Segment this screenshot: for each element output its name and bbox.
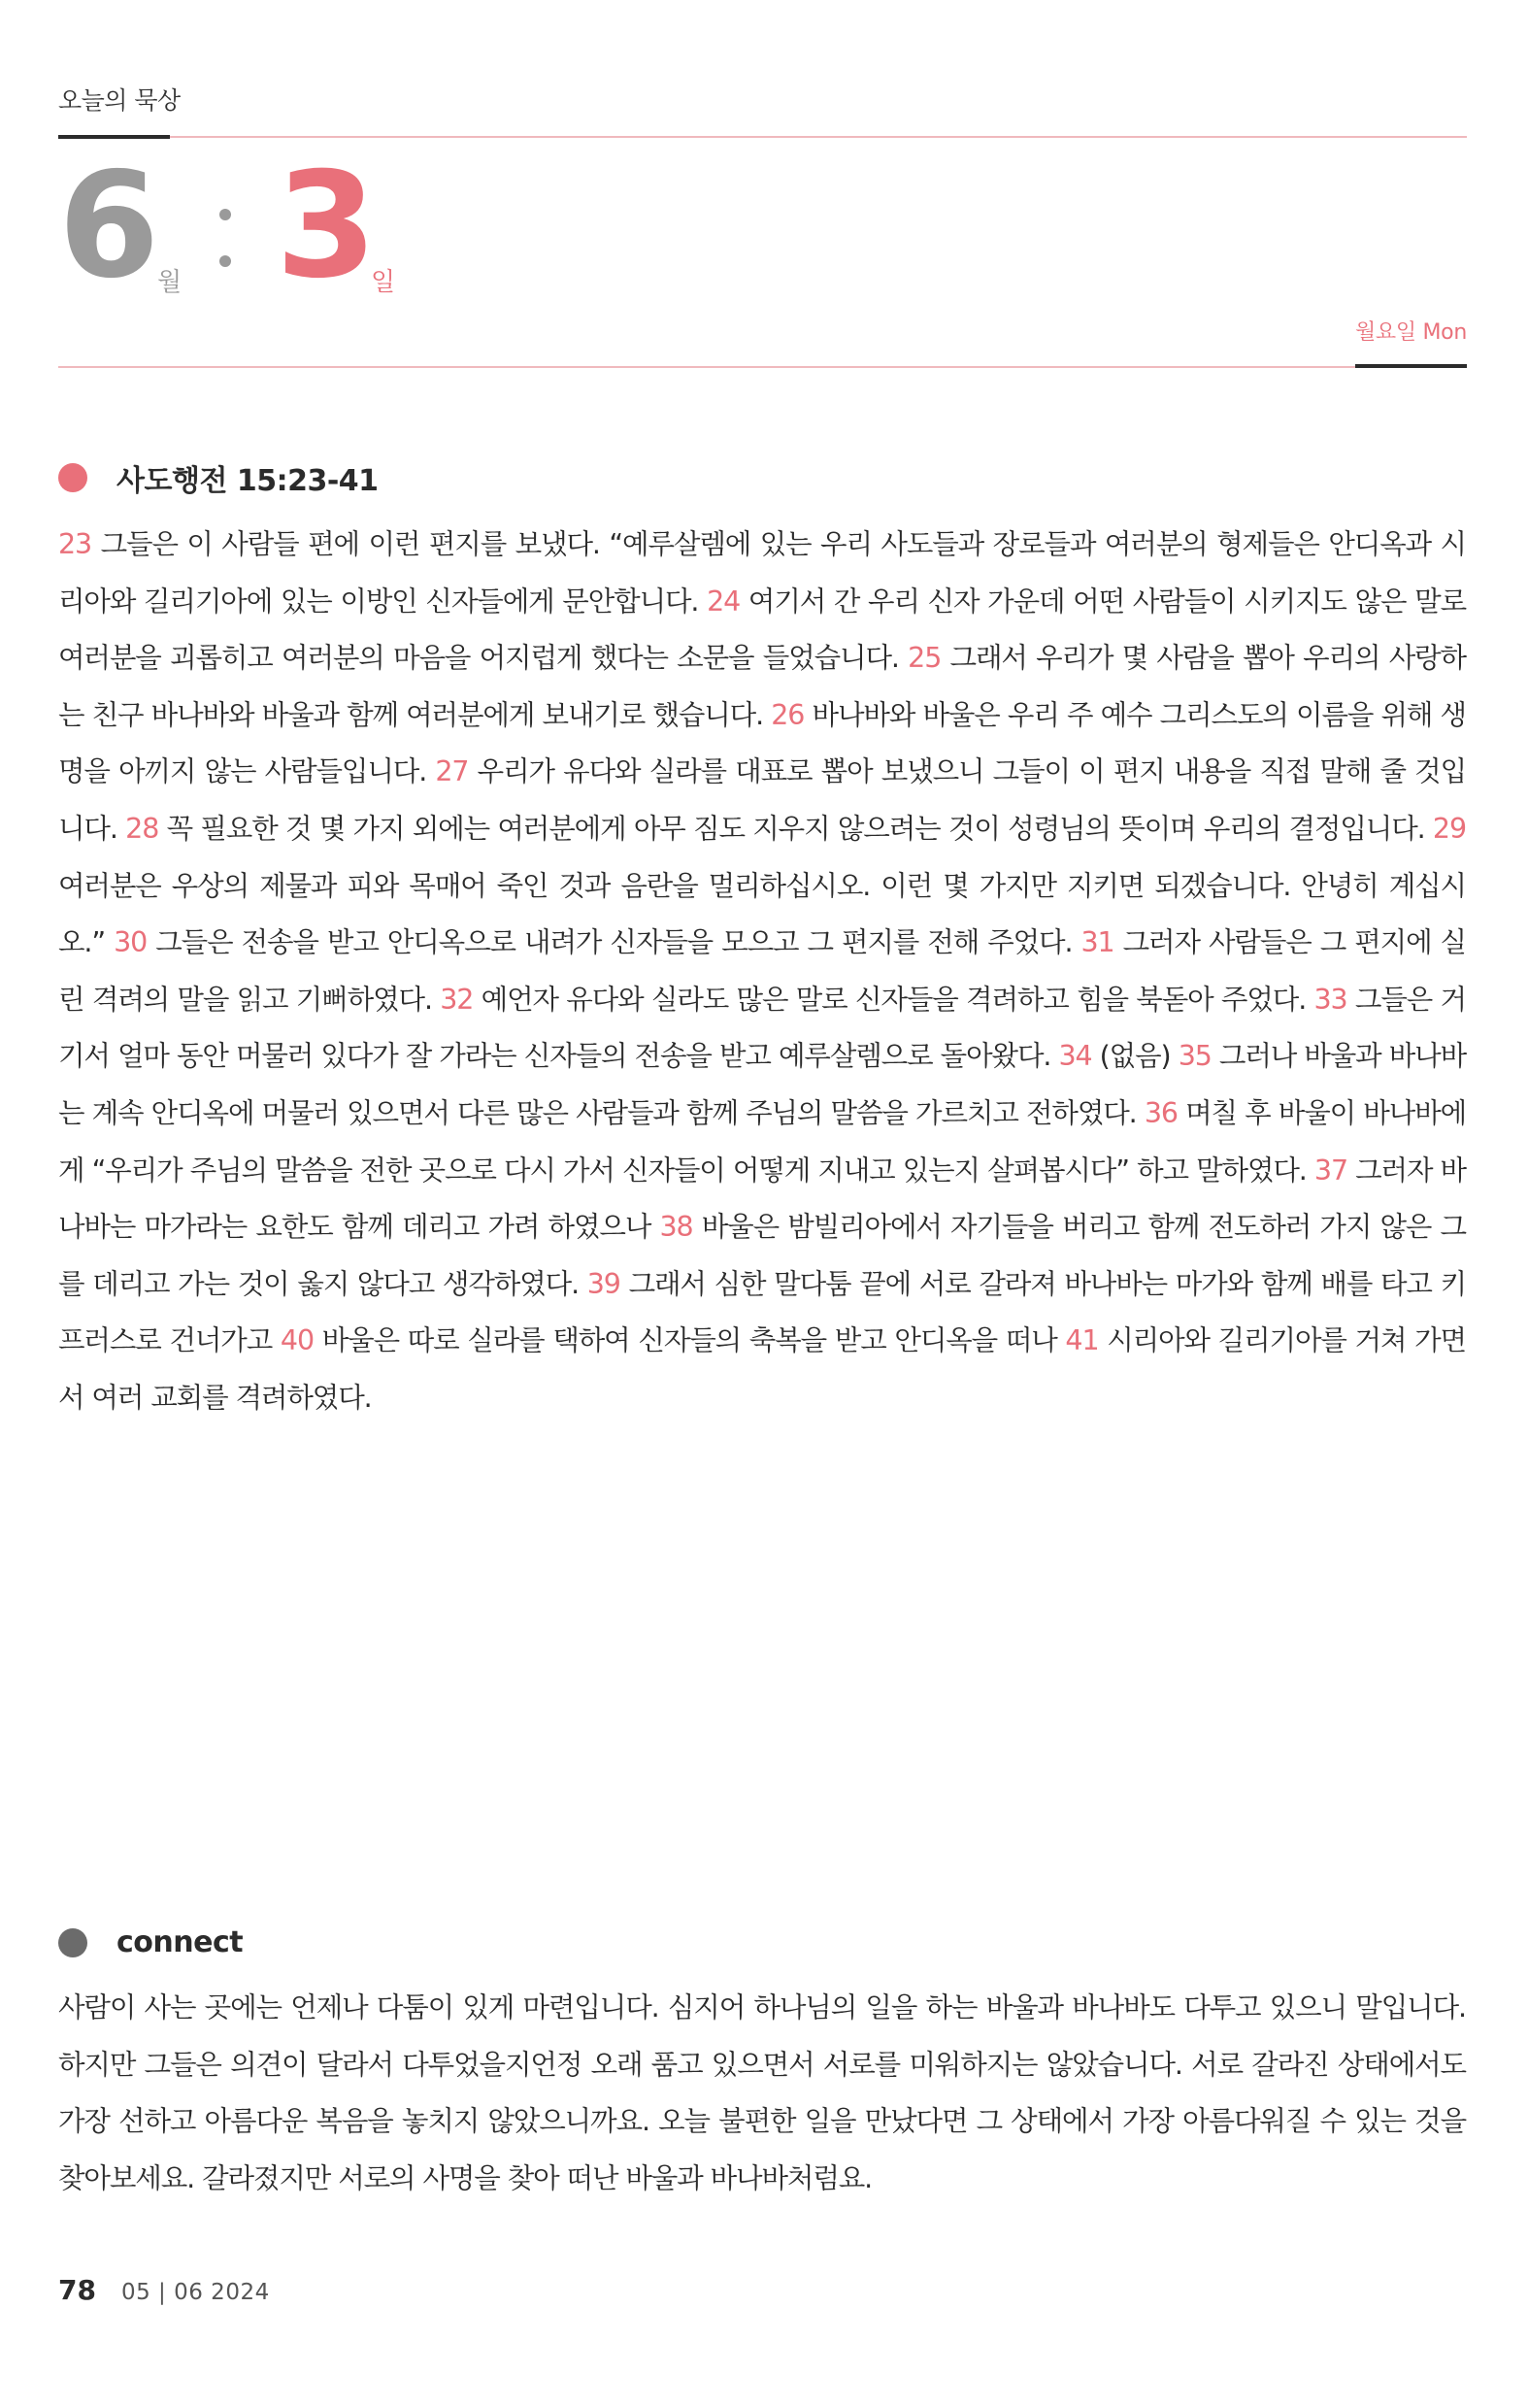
verse-number: 33 (1313, 983, 1347, 1016)
verse-text: 그러자 바나바는 마가라는 요한도 함께 데리고 가려 하였으나 (58, 1154, 1466, 1244)
verse-text: 그래서 우리가 몇 사람을 뽑아 우리의 사랑하는 친구 바나바와 바울과 함께 여러분에게 보내기로 했습니다. (58, 642, 1466, 731)
page-footer (58, 2274, 270, 2306)
verse-number: 40 (280, 1324, 314, 1357)
verse-number: 39 (586, 1267, 620, 1300)
verse-number: 29 (1432, 812, 1466, 845)
verse-text: 그래서 심한 말다툼 끝에 서로 갈라져 바나바는 마가와 함께 배를 타고 키프러스로 건너가고 (58, 1267, 1466, 1357)
verse-number: 28 (125, 812, 159, 845)
verse-number: 34 (1058, 1040, 1092, 1073)
header-dark-rule (58, 135, 170, 139)
verse-number: 30 (114, 926, 148, 959)
connect-text: 사람이 사는 곳에는 언제나 다툼이 있게 마련입니다. 심지어 하나님의 일을 하는 바울과 바나바도 다투고 있으니 말입니다. 하지만 그들은 의견이 달라서 다투었을지언정 오래 품고 있으면서 서로를 미워하지는 않았습니다. 서로 갈라진 상태에서도 가장 선하고 아름다운 복음을 놓치지 않았으니까요. 오늘 불편한 일을 만났다면 그 상태에서 가장 아름다워질 수 있는 것을 찾아보세요. 갈라졌지만 서로의 사명을 찾아 떠난 바울과 바나바처럼요. (58, 1991, 1466, 2194)
date-month: 6 (58, 142, 160, 311)
verse-text: 바나바와 바울은 우리 주 예수 그리스도의 이름을 위해 생명을 아끼지 않는 사람들입니다. (58, 698, 1466, 788)
date-day-unit: 일 (371, 268, 396, 297)
verse-text: 꼭 필요한 것 몇 가지 외에는 여러분에게 아무 짐도 지우지 않으려는 것이 성령님의 뜻이며 우리의 결정입니다. (158, 812, 1433, 845)
verse-number: 24 (707, 585, 741, 618)
scripture-text (58, 517, 1466, 1427)
verse-number: 31 (1080, 926, 1114, 959)
weekday-label: 월요일 Mon (1354, 320, 1467, 345)
verse-text: 예언자 유다와 실라도 많은 말로 신자들을 격려하고 힘을 북돋아 주었다. (473, 983, 1314, 1016)
verse-text: 그들은 거기서 얼마 동안 머물러 있다가 잘 가라는 신자들의 전송을 받고 예루살렘으로 돌아왔다. (58, 983, 1466, 1073)
verse-text: 바울은 밤빌리아에서 자기들을 버리고 함께 전도하러 가지 않은 그를 데리고 가는 것이 옳지 않다고 생각하였다. (58, 1211, 1466, 1300)
verse-text: 그들은 이 사람들 편에 이런 편지를 보냈다. “예루살렘에 있는 우리 사도들과 장로들과 여러분의 형제들은 안디옥과 시리아와 길리기아에 있는 이방인 신자들에게 문안합니다. (58, 528, 1466, 618)
verse-number: 38 (659, 1211, 693, 1244)
bullet-dot-icon (58, 1928, 87, 1957)
date-day: 3 (276, 142, 378, 311)
header-pink-rule (170, 136, 1467, 138)
verse-text: 며칠 후 바울이 바나바에게 “우리가 주님의 말씀을 전한 곳으로 다시 가서 신자들이 어떻게 지내고 있는지 살펴봅시다” 하고 말하였다. (58, 1096, 1467, 1187)
verse-number: 23 (58, 528, 92, 560)
page-number: 78 (58, 2274, 96, 2306)
verse-text: 그들은 전송을 받고 안디옥으로 내려가 신자들을 모으고 그 편지를 전해 주었다. (147, 926, 1081, 959)
verse-number: 41 (1065, 1324, 1099, 1357)
date-colon (219, 199, 233, 277)
verse-number: 36 (1144, 1096, 1178, 1129)
verse-text: 바울은 따로 실라를 택하여 신자들의 축복을 받고 안디옥을 떠나 (313, 1324, 1066, 1357)
verse-text: 그러자 사람들은 그 편지에 실린 격려의 말을 읽고 기뻐하였다. (58, 926, 1466, 1016)
connect-heading (58, 1925, 243, 1959)
verse-number: 25 (908, 642, 942, 675)
date-dark-rule (1355, 364, 1467, 368)
section-label: 오늘의 묵상 (58, 86, 181, 115)
verse-text: 우리가 유다와 실라를 대표로 뽑아 보냈으니 그들이 이 편지 내용을 직접 말해 줄 것입니다. (58, 755, 1466, 845)
verse-text: 여기서 간 우리 신자 가운데 어떤 사람들이 시키지도 않은 말로 여러분을 괴롭히고 여러분의 마음을 어지럽게 했다는 소문을 들었습니다. (58, 585, 1466, 675)
verse-number: 27 (435, 755, 469, 788)
scripture-reference: 사도행전 15:23-41 (116, 464, 379, 498)
scripture-heading (58, 456, 379, 499)
date-pink-rule (58, 366, 1355, 368)
connect-title: connect (116, 1925, 244, 1959)
date-month-unit: 월 (157, 268, 183, 297)
verse-number: 37 (1313, 1154, 1347, 1187)
bullet-dot-icon (58, 463, 87, 492)
verse-number: 35 (1178, 1040, 1212, 1073)
verse-number: 32 (440, 983, 474, 1016)
verse-text: 여러분은 우상의 제물과 피와 목매어 죽인 것과 음란을 멀리하십시오. 이런 몇 가지만 지키면 되겠습니다. 안녕히 계십시오.” (58, 869, 1466, 959)
verse-text: 시리아와 길리기아를 거쳐 가면서 여러 교회를 격려하였다. (58, 1324, 1466, 1414)
issue-date: 05 | 06 2024 (120, 2280, 270, 2305)
verse-text: (없음) (1091, 1040, 1179, 1073)
verse-text: 그러나 바울과 바나바는 계속 안디옥에 머물러 있으면서 다른 많은 사람들과 함께 주님의 말씀을 가르치고 전하였다. (58, 1040, 1466, 1129)
verse-number: 26 (771, 698, 805, 731)
